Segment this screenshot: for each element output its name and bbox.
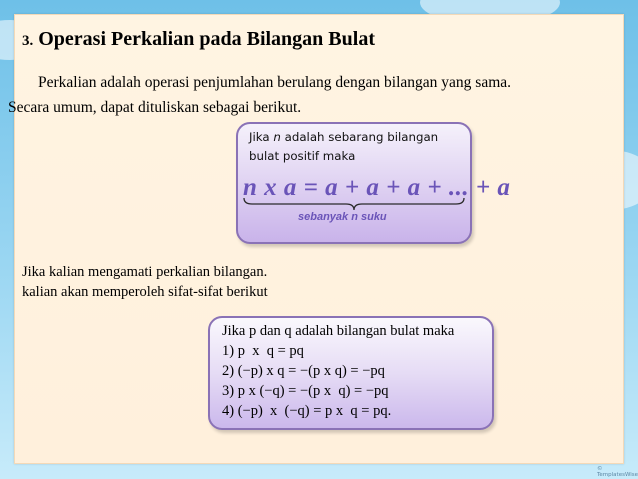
intro-paragraph xyxy=(8,70,608,120)
observation-line-2: kalian akan memperoleh sifat-sifat berikut xyxy=(22,284,268,300)
definition-line-2: bulat positif maka xyxy=(249,149,356,163)
title-number: 3. xyxy=(22,33,34,49)
underbrace-label: sebanyak n suku xyxy=(298,211,387,223)
property-item: 4) (−p) x (−q) = p x q = pq. xyxy=(222,403,392,419)
definition-box xyxy=(236,122,511,244)
definition-var-n: n xyxy=(273,130,281,144)
definition-text xyxy=(249,128,464,166)
properties-box xyxy=(208,316,494,430)
slide-title xyxy=(22,28,375,51)
underbrace xyxy=(242,196,466,212)
definition-line-1a: Jika xyxy=(249,130,274,144)
property-item: 1) p x q = pq xyxy=(222,343,304,359)
definition-line-1b: adalah sebarang bilangan xyxy=(280,130,439,144)
watermark: © TemplatesWise xyxy=(597,466,638,478)
intro-line-1: Perkalian adalah operasi penjumlahan berulang dengan bilangan yang sama. xyxy=(38,74,512,91)
title-text: Operasi Perkalian pada Bilangan Bulat xyxy=(38,28,375,50)
intro-line-2: Secara umum, dapat dituliskan sebagai berikut. xyxy=(8,99,302,116)
multiplication-formula: n x a = a + a + a + ... + a xyxy=(243,174,511,201)
property-item: 3) p x (−q) = −(p x q) = −pq xyxy=(222,383,389,399)
observation-text xyxy=(22,262,268,302)
property-item: 2) (−p) x q = −(p x q) = −pq xyxy=(222,363,385,379)
observation-line-1: Jika kalian mengamati perkalian bilangan. xyxy=(22,264,268,280)
properties-heading: Jika p dan q adalah bilangan bulat maka xyxy=(222,323,455,339)
